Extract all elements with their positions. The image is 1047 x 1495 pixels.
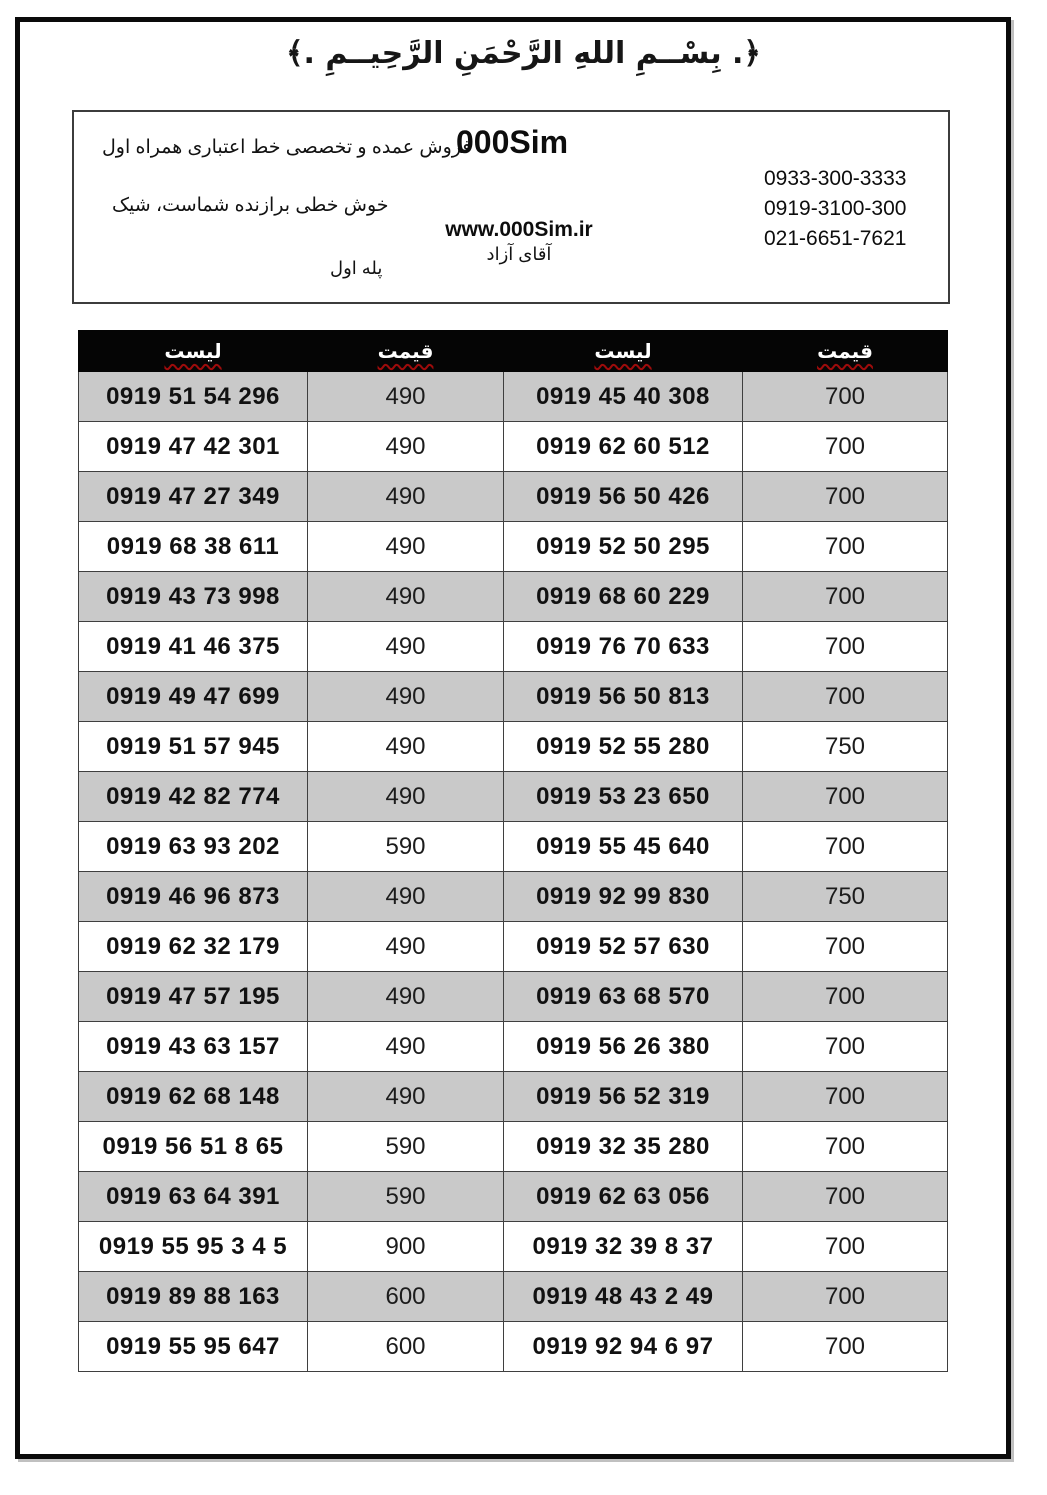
price-cell: 700 [743, 972, 948, 1022]
price-cell: 590 [308, 1122, 504, 1172]
table-row [79, 622, 948, 672]
table-row [79, 1072, 948, 1122]
brand-name: 000Sim [456, 124, 569, 160]
price-cell: 700 [743, 922, 948, 972]
phone-number-cell: 0919 55 45 640 [504, 822, 743, 872]
price-cell: 490 [308, 722, 504, 772]
price-cell: 490 [308, 522, 504, 572]
phone-number-cell: 0919 42 82 774 [79, 772, 308, 822]
price-table [78, 330, 948, 1372]
phone-number-cell: 0919 62 32 179 [79, 922, 308, 972]
table-row [79, 372, 948, 422]
phone-number-cell: 0919 89 88 163 [79, 1272, 308, 1322]
phone-list [764, 164, 906, 254]
phone-number-cell: 0919 52 50 295 [504, 522, 743, 572]
table-row [79, 972, 948, 1022]
table-row [79, 1222, 948, 1272]
company-header-box [72, 110, 950, 304]
phone-number-cell: 0919 92 94 6 97 [504, 1322, 743, 1372]
price-cell: 490 [308, 872, 504, 922]
phone-number-cell: 0919 43 73 998 [79, 572, 308, 622]
price-cell: 700 [743, 572, 948, 622]
contact-name: آقای آزاد [486, 244, 552, 264]
phone-number-cell: 0919 32 39 8 37 [504, 1222, 743, 1272]
price-cell: 700 [743, 1272, 948, 1322]
phone-number-cell: 0919 63 68 570 [504, 972, 743, 1022]
phone-number-cell: 0919 47 27 349 [79, 472, 308, 522]
phone-number-cell: 0919 92 99 830 [504, 872, 743, 922]
table-row [79, 422, 948, 472]
phone-number-cell: 0919 55 95 647 [79, 1322, 308, 1372]
phone-number-cell: 0919 52 57 630 [504, 922, 743, 972]
table-row [79, 872, 948, 922]
col-header-list-2: لیست [504, 331, 743, 372]
bismillah-calligraphy: ﴿. بِسْــمِ اللهِ الرَّحْمَنِ الرَّحِيــمِ .﴾ [285, 36, 762, 71]
price-cell: 700 [743, 522, 948, 572]
phone-number-cell: 0919 63 93 202 [79, 822, 308, 872]
price-cell: 700 [743, 772, 948, 822]
phone-number-2: 0919-3100-300 [764, 197, 907, 220]
phone-number-cell: 0919 62 60 512 [504, 422, 743, 472]
price-cell: 590 [308, 822, 504, 872]
price-cell: 490 [308, 772, 504, 822]
phone-number-cell: 0919 53 23 650 [504, 772, 743, 822]
phone-number-cell: 0919 41 46 375 [79, 622, 308, 672]
tagline-step: پله اول [330, 258, 383, 278]
price-cell: 490 [308, 472, 504, 522]
phone-number-cell: 0919 56 50 426 [504, 472, 743, 522]
phone-number-cell: 0919 51 57 945 [79, 722, 308, 772]
phone-number-cell: 0919 52 55 280 [504, 722, 743, 772]
phone-number-cell: 0919 63 64 391 [79, 1172, 308, 1222]
phone-number-cell: 0919 48 43 2 49 [504, 1272, 743, 1322]
table-row [79, 1172, 948, 1222]
phone-number-cell: 0919 49 47 699 [79, 672, 308, 722]
phone-number-cell: 0919 47 42 301 [79, 422, 308, 472]
price-cell: 700 [743, 1322, 948, 1372]
price-cell: 490 [308, 372, 504, 422]
price-cell: 490 [308, 972, 504, 1022]
price-cell: 700 [743, 472, 948, 522]
price-cell: 600 [308, 1322, 504, 1372]
price-cell: 700 [743, 672, 948, 722]
table-header-row [79, 331, 948, 372]
price-cell: 700 [743, 1022, 948, 1072]
price-cell: 700 [743, 372, 948, 422]
table-row [79, 1272, 948, 1322]
phone-number-cell: 0919 56 26 380 [504, 1022, 743, 1072]
phone-number-cell: 0919 46 96 873 [79, 872, 308, 922]
col-header-price-2: قیمت [743, 331, 948, 372]
table-row [79, 1322, 948, 1372]
phone-number-cell: 0919 56 51 8 65 [79, 1122, 308, 1172]
phone-number-cell: 0919 56 50 813 [504, 672, 743, 722]
price-cell: 490 [308, 622, 504, 672]
phone-number-cell: 0919 62 68 148 [79, 1072, 308, 1122]
price-cell: 700 [743, 822, 948, 872]
price-cell: 700 [743, 622, 948, 672]
table-row [79, 522, 948, 572]
price-cell: 490 [308, 572, 504, 622]
price-cell: 700 [743, 422, 948, 472]
price-cell: 700 [743, 1172, 948, 1222]
price-cell: 490 [308, 1072, 504, 1122]
phone-number-cell: 0919 68 60 229 [504, 572, 743, 622]
website-url: www.000Sim.ir [445, 218, 593, 241]
table-row [79, 722, 948, 772]
phone-number-cell: 0919 32 35 280 [504, 1122, 743, 1172]
table-row [79, 1022, 948, 1072]
price-cell: 490 [308, 672, 504, 722]
table-row [79, 572, 948, 622]
phone-number-cell: 0919 76 70 633 [504, 622, 743, 672]
tagline-slogan: خوش خطی برازنده شماست، شیک [112, 195, 389, 216]
phone-number-cell: 0919 45 40 308 [504, 372, 743, 422]
phone-number-cell: 0919 62 63 056 [504, 1172, 743, 1222]
price-cell: 700 [743, 1072, 948, 1122]
price-cell: 700 [743, 1222, 948, 1272]
table-row [79, 672, 948, 722]
phone-number-cell: 0919 51 54 296 [79, 372, 308, 422]
price-cell: 490 [308, 422, 504, 472]
table-row [79, 822, 948, 872]
price-cell: 600 [308, 1272, 504, 1322]
price-cell: 590 [308, 1172, 504, 1222]
table-row [79, 922, 948, 972]
price-cell: 750 [743, 872, 948, 922]
price-cell: 900 [308, 1222, 504, 1272]
table-row [79, 1122, 948, 1172]
tagline-wholesale: فروش عمده و تخصصی خط اعتباری همراه اول [102, 137, 472, 158]
table-row [79, 472, 948, 522]
col-header-list-1: لیست [79, 331, 308, 372]
phone-number-cell: 0919 43 63 157 [79, 1022, 308, 1072]
price-cell: 750 [743, 722, 948, 772]
phone-number-cell: 0919 68 38 611 [79, 522, 308, 572]
phone-number-3: 021-6651-7621 [764, 227, 907, 250]
phone-number-cell: 0919 55 95 3 4 5 [79, 1222, 308, 1272]
price-cell: 700 [743, 1122, 948, 1172]
price-cell: 490 [308, 922, 504, 972]
price-cell: 490 [308, 1022, 504, 1072]
phone-number-1: 0933-300-3333 [764, 167, 907, 190]
col-header-price-1: قیمت [308, 331, 504, 372]
phone-number-cell: 0919 47 57 195 [79, 972, 308, 1022]
table-row [79, 772, 948, 822]
phone-number-cell: 0919 56 52 319 [504, 1072, 743, 1122]
